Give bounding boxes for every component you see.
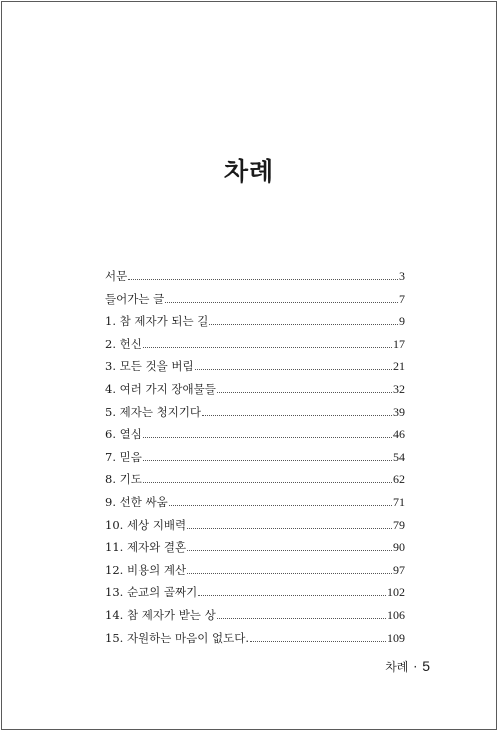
toc-entry xyxy=(105,313,405,336)
toc-entry xyxy=(105,607,405,630)
footer-label: 차례 xyxy=(385,660,409,674)
toc-dot-leader xyxy=(143,482,392,483)
toc-entry-page-number: 97 xyxy=(393,562,405,577)
page-title: 차례 xyxy=(223,157,275,186)
toc-entry-page-number: 39 xyxy=(393,404,405,419)
toc-entry-label: 8. 기도 xyxy=(105,472,142,487)
toc-entry-page-number: 7 xyxy=(399,291,405,306)
toc-dot-leader xyxy=(128,279,398,280)
toc-entry xyxy=(105,381,405,404)
toc-dot-leader xyxy=(202,415,392,416)
toc-entry-page-number: 46 xyxy=(393,427,405,442)
toc-dot-leader xyxy=(143,347,392,348)
toc-dot-leader xyxy=(217,392,392,393)
toc-entry xyxy=(105,336,405,359)
toc-entry xyxy=(105,584,405,607)
toc-entry-label: 서문 xyxy=(105,269,128,283)
toc-entry-label: 1. 참 제자가 되는 길 xyxy=(105,314,209,329)
toc-entry-label: 2. 헌신 xyxy=(105,336,142,351)
toc-dot-leader xyxy=(198,595,386,596)
toc-entry-page-number: 79 xyxy=(393,517,405,532)
toc-dot-leader xyxy=(250,641,386,642)
toc-dot-leader xyxy=(187,550,392,551)
toc-entry xyxy=(105,268,405,291)
toc-entry-page-number: 32 xyxy=(393,381,405,396)
toc-dot-leader xyxy=(143,437,392,438)
toc-dot-leader xyxy=(209,324,398,325)
toc-entry-label: 12. 비용의 계산 xyxy=(105,562,187,577)
toc-entry xyxy=(105,426,405,449)
footer-separator: · xyxy=(413,660,418,674)
toc-entry-page-number: 17 xyxy=(393,336,405,351)
toc-entry-label: 13. 순교의 골짜기 xyxy=(105,585,198,600)
toc-dot-leader xyxy=(195,369,392,370)
toc-entry xyxy=(105,494,405,517)
toc-entry xyxy=(105,471,405,494)
toc-entry-page-number: 102 xyxy=(387,585,405,600)
toc-entry-label: 9. 선한 싸움 xyxy=(105,494,168,509)
toc-entry xyxy=(105,358,405,381)
toc-entry xyxy=(105,291,405,314)
toc-entry-page-number: 9 xyxy=(399,314,405,329)
toc-entry-label: 14. 참 제자가 받는 상 xyxy=(105,607,216,622)
toc-entry xyxy=(105,630,405,653)
toc-entry-page-number: 21 xyxy=(393,359,405,374)
footer-page-number: 5 xyxy=(422,658,430,674)
toc-entry xyxy=(105,404,405,427)
toc-entry-label: 11. 제자와 결혼 xyxy=(105,540,187,555)
toc-entry-page-number: 90 xyxy=(393,540,405,555)
toc-entry-page-number: 71 xyxy=(393,494,405,509)
toc-dot-leader xyxy=(217,618,386,619)
toc-entry-label: 6. 열심 xyxy=(105,427,142,442)
toc-dot-leader xyxy=(143,460,392,461)
toc-dot-leader xyxy=(187,573,392,574)
toc-dot-leader xyxy=(187,528,392,529)
toc-entry-page-number: 106 xyxy=(387,607,405,622)
toc-dot-leader xyxy=(165,302,398,303)
toc-entry-page-number: 62 xyxy=(393,472,405,487)
toc-entry-label: 7. 믿음 xyxy=(105,449,142,464)
toc-entry-label: 15. 자원하는 마음이 없도다. xyxy=(105,630,249,645)
table-of-contents xyxy=(105,268,405,652)
toc-entry xyxy=(105,449,405,472)
book-page xyxy=(1,1,497,730)
toc-entry-label: 3. 모든 것을 버림 xyxy=(105,359,194,374)
toc-entry-label: 4. 여러 가지 장애물들 xyxy=(105,381,216,396)
toc-entry-label: 5. 제자는 청지기다 xyxy=(105,404,202,419)
page-footer xyxy=(385,658,430,675)
toc-entry xyxy=(105,517,405,540)
toc-entry-page-number: 54 xyxy=(393,449,405,464)
toc-entry-page-number: 109 xyxy=(387,630,405,645)
toc-entry-page-number: 3 xyxy=(399,269,405,283)
toc-entry-label: 10. 세상 지배력 xyxy=(105,517,187,532)
toc-dot-leader xyxy=(169,505,392,506)
toc-entry xyxy=(105,539,405,562)
toc-entry xyxy=(105,562,405,585)
toc-entry-label: 들어가는 글 xyxy=(105,291,165,306)
